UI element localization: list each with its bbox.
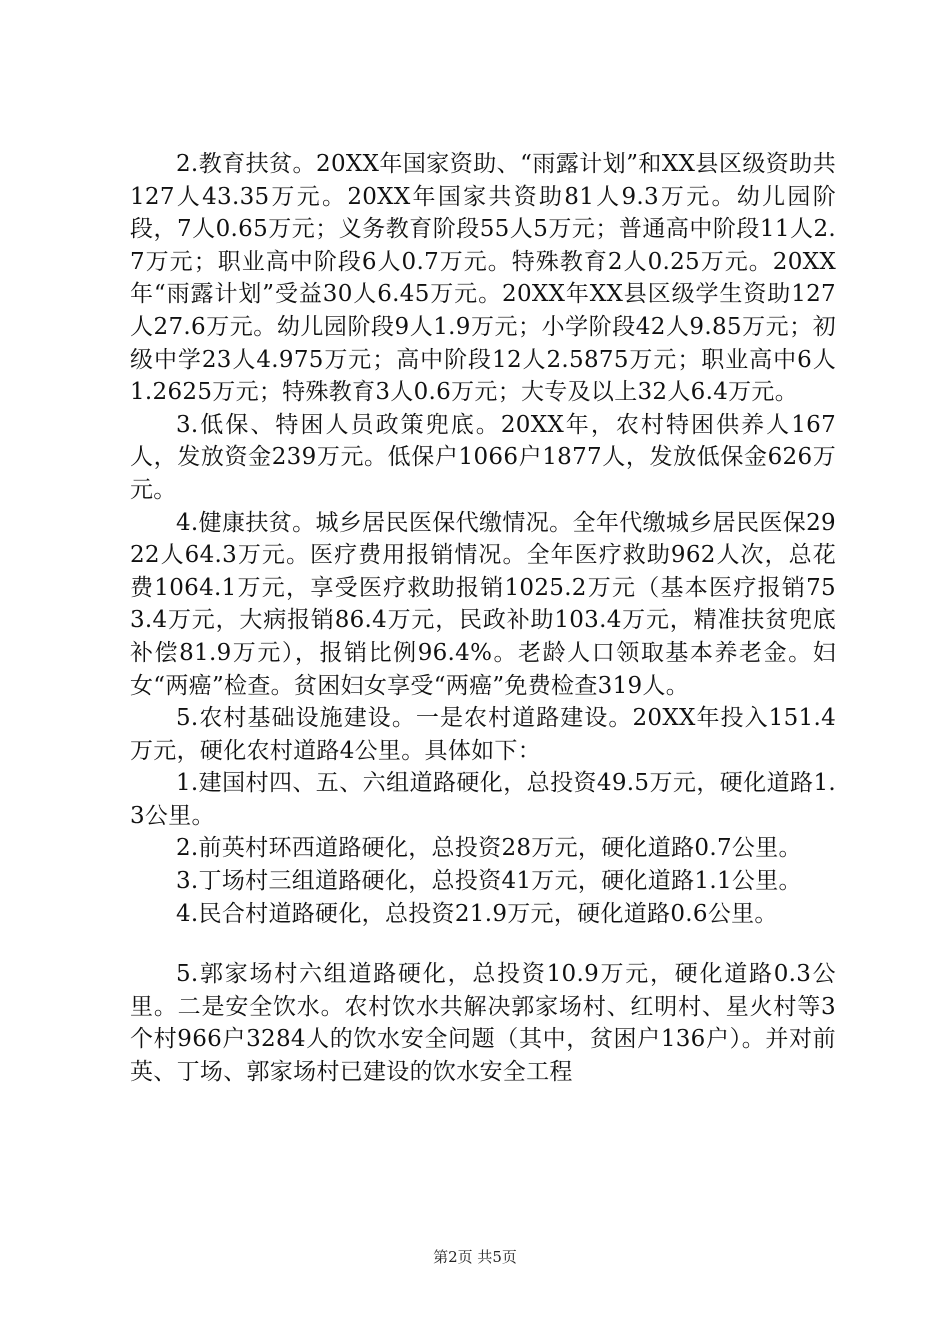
paragraph-road-item-5-and-water: 5.郭家场村六组道路硬化，总投资10.9万元，硬化道路0.3公里。二是安全饮水。农村饮水共解决郭家场村、红明村、星火村等3个村966户3284人的饮水安全问题（其中，贫困户136户）。并对前英、丁场、郭家场村已建设的饮水安全工程 (130, 961, 836, 1086)
paragraph-road-item-3: 3.丁场村三组道路硬化，总投资41万元，硬化道路1.1公里。 (176, 868, 802, 895)
paragraph-health-poverty-relief: 4.健康扶贫。城乡居民医保代缴情况。全年代缴城乡居民医保2922人64.3万元。医疗费用报销情况。全年医疗救助962人次，总花费1064.1万元，享受医疗救助报销1025.2万元（基本医疗报销753.4万元，大病报销86.4万元，民政补助103.4万元，精准扶贫兜底补偿81.9万元），报销比例96.4%。老龄人口领取基本养老金。妇女“两癌”检查。贫困妇女享受“两癌”免费检查319人。 (130, 509, 836, 699)
paragraph-road-item-2: 2.前英村环西道路硬化，总投资28万元，硬化道路0.7公里。 (176, 835, 802, 862)
paragraph-subsistence-allowance: 3.低保、特困人员政策兜底。20XX年，农村特困供养人167人，发放资金239万元。低保户1066户1877人，发放低保金626万元。 (130, 411, 836, 503)
paragraph-road-item-1: 1.建国村四、五、六组道路硬化，总投资49.5万元，硬化道路1.3公里。 (130, 770, 836, 829)
paragraph-education-poverty-relief: 2.教育扶贫。20XX年国家资助、“雨露计划”和XX县区级资助共127人43.35万元。20XX年国家共资助81人9.3万元。幼儿园阶段，7人0.65万元；义务教育阶段55人5万元；普通高中阶段11人2.7万元；职业高中阶段6人0.7万元。特殊教育2人0.25万元。20XX年“雨露计划”受益30人6.45万元。20XX年XX县区级学生资助127人27.6万元。幼儿园阶段9人1.9万元；小学阶段42人9.85万元；初级中学23人4.975万元；高中阶段12人2.5875万元；职业高中6人1.2625万元；特殊教育3人0.6万元；大专及以上32人6.4万元。 (130, 151, 836, 406)
paragraph-spacer (130, 930, 836, 958)
page-number-footer: 第2页 共5页 (433, 1248, 517, 1266)
paragraph-road-item-4: 4.民合村道路硬化，总投资21.9万元，硬化道路0.6公里。 (176, 900, 778, 927)
document-body (130, 148, 836, 1089)
paragraph-rural-infrastructure: 5.农村基础设施建设。一是农村道路建设。20XX年投入151.4万元，硬化农村道路4公里。具体如下： (130, 705, 836, 764)
